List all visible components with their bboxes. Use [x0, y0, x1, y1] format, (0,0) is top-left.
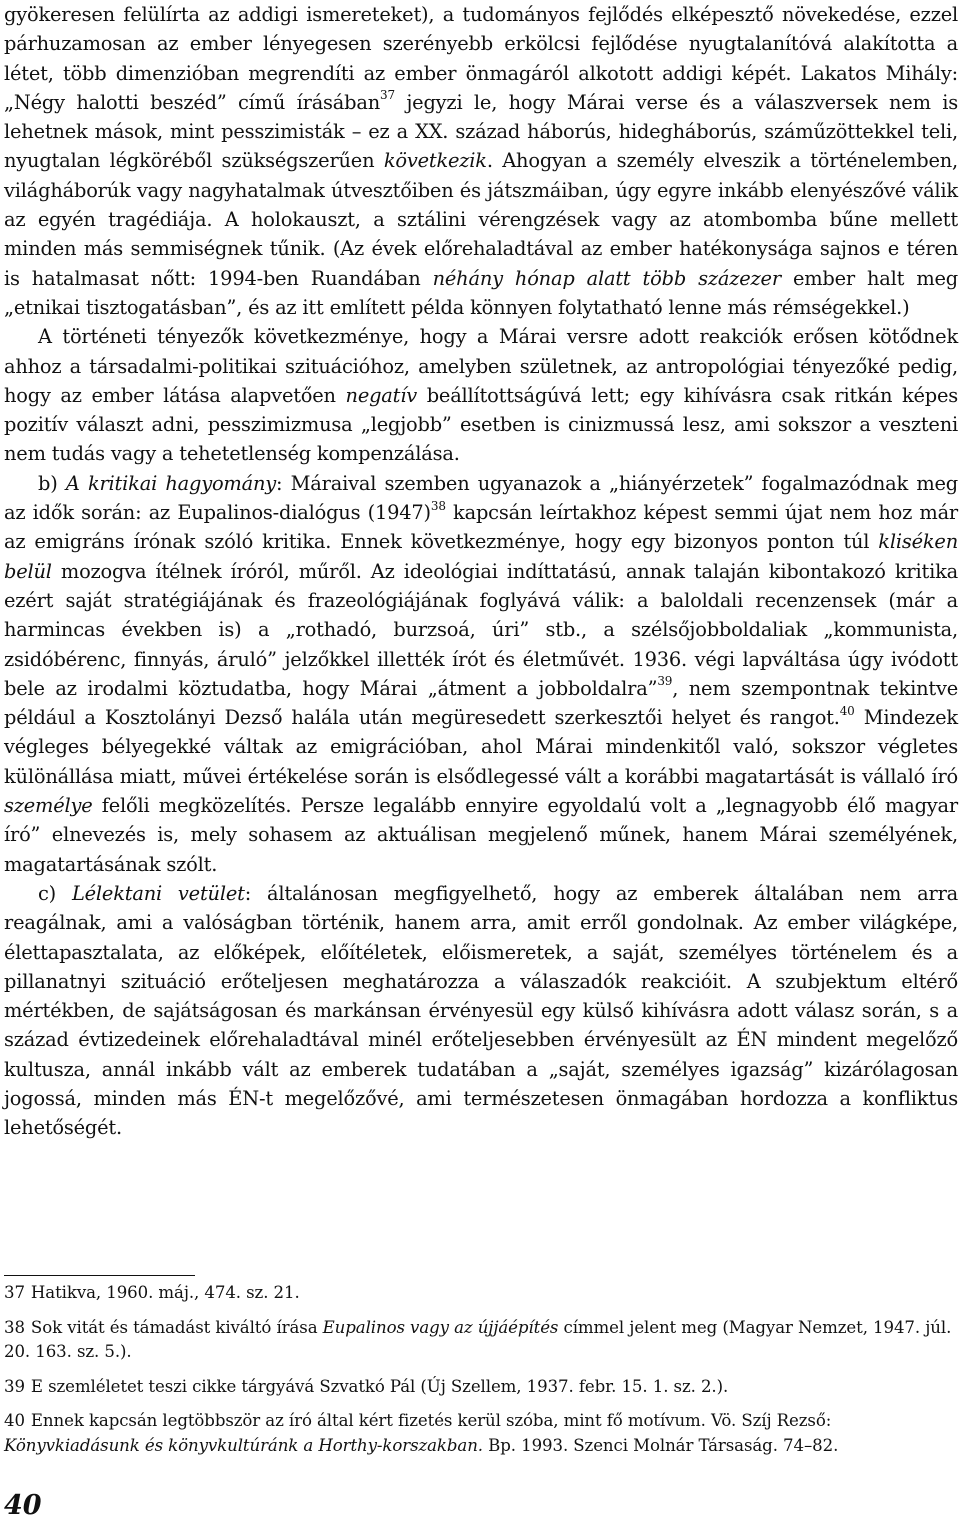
footnote-text: Ennek kapcsán legtöbbször az író által kért fizetés kerül szóba, mint fő motívum. Vö. Szíj Rezső:: [30, 1411, 832, 1430]
footnote-text: Sok vitát és támadást kiváltó írása: [30, 1317, 323, 1337]
text-run: kapcsán leírtakhoz képest semmi újat nem hoz már az emigráns írónak szóló kritika. Ennek következménye, hogy egy bizonyos ponton túl: [4, 501, 958, 554]
footnote-38: [4, 1316, 958, 1365]
footnote-ref-40[interactable]: 40: [839, 703, 855, 718]
text-run: . Ahogyan a személy elveszik a történelemben, világháborúk vagy nagyhatalmak útvesztőiben és játszmáiban, úgy egyre inkább elenyészővé válik az egyén tragédiája. A holokauszt, a sztálini vérengzések vagy az atombomba bűne mellett minden más semmiségnek tűnik. (Az évek előrehaladtával az ember hatékonysága sajnos e téren is hatalmasat nőtt: 1994-ben Ruandában: [4, 149, 958, 290]
text-run: Mindezek végleges bélyegekké váltak az emigrációban, ahol Márai mindenkitől való, sokszor végletes különállása miatt, művei értékelése során is elsődlegessé vált a korábbi magatartását is vállaló író: [4, 706, 958, 788]
footnote-text: Bp. 1993. Szenci Molnár Társaság. 74–82.: [482, 1435, 839, 1455]
section-heading-b: A kritikai hagyomány: [65, 471, 277, 495]
text-run: b): [38, 471, 66, 495]
paragraph-4: [4, 879, 958, 1143]
text-run: beállítottságúvá lett; egy kihívásra csak ritkán képes pozitív választ adni, pesszimizmusa „legjobb” esetben is cinizmussá lesz, ami sokszor a veszteni nem tudás vagy a tehetetlenség kompenzálása.: [4, 383, 959, 466]
footnote-number: 39: [4, 1376, 25, 1396]
text-run: mozogva ítélnek íróról, műről. Az ideológiai indíttatású, annak talaján kibontakozó kritika ezért saját stratégiájának és frazeológiájának foglyává válik: a baloldali recenzensek (már a harmincas években is) a „rothadó, burzsoá, úri” stb., a szélsőjobboldaliak „kommunista, zsidóbérenc, finnyás, áruló” jelzőkkel illették írót és életművét. 1936. végi lapváltása úgy ivódott bele az irodalmi köztudatba, hogy Márai „átment a jobboldalra”: [4, 559, 958, 700]
footnote-number: 38: [4, 1317, 25, 1337]
text-run: : Máraival szemben ugyanazok a „hiányérzetek” fogalmazódnak meg az idők során: az Eupalinos-dialógus (1947): [4, 471, 958, 525]
footnote-text: Hatikva, 1960. máj., 474. sz. 21.: [30, 1283, 300, 1302]
footnote-text: címmel jelent meg (Magyar Nemzet, 1947. júl. 20. 163. sz. 5.).: [4, 1317, 952, 1361]
emphasis: következik: [383, 149, 487, 173]
footnote-title: Eupalinos vagy az újjáépítés: [322, 1317, 559, 1337]
footnote-ref-39[interactable]: 39: [657, 674, 673, 689]
footnote-39: [4, 1375, 958, 1400]
main-text: [4, 0, 958, 1143]
emphasis: negatív: [345, 383, 418, 407]
footnote-number: 40: [4, 1411, 25, 1430]
text-run: A történeti tényezők következménye, hogy a Márai versre adott reakciók erősen kötődnek ahhoz a társadalmi-politikai szituációhoz, amelyben születnek, az antropológiai tényezőké pedig, hogy az ember látása alapvetően: [4, 325, 958, 407]
footnote-text: E szemléletet teszi cikke tárgyává Szvatkó Pál (Új Szellem, 1937. febr. 15. 1. sz. 2.).: [30, 1376, 729, 1396]
footnote-title: Könyvkiadásunk és könyvkultúránk a Horthy-korszakban.: [4, 1435, 483, 1455]
text-run: felőli megközelítés. Persze legalább ennyire egyoldalú volt a „legnagyobb élő magyar író” elnevezés is, mely sohasem az aktuálisan megjelenő műnek, hanem Márai személyének, magatartásának szólt.: [4, 794, 958, 876]
paragraph-3: [4, 469, 958, 879]
paragraph-1: [4, 0, 958, 322]
section-heading-c: Lélektani vetület: [71, 881, 245, 905]
footnote-number: 37: [4, 1283, 25, 1302]
emphasis: személye: [4, 794, 93, 818]
footnote-ref-38[interactable]: 38: [430, 498, 446, 513]
page-number: 40: [4, 1490, 42, 1521]
emphasis: kliséken belül: [4, 530, 958, 583]
emphasis: néhány hónap alatt több százezer: [432, 266, 781, 290]
footnotes: [4, 1281, 958, 1468]
paragraph-2: [4, 322, 958, 468]
text-run: jegyzi le, hogy Márai verse és a válaszversek nem is lehetnek mások, mint pesszimisták – ez a XX. század háborús, hidegháborús, száműzöttekkel teli, nyugtalan légköréből szükségszerűen: [4, 90, 958, 173]
footnote-37: [4, 1281, 958, 1306]
footnote-40: [4, 1409, 958, 1458]
text-run: , nem szempontnak tekintve például a Kosztolányi Dezső halála után megüresedett szerkesztői helyet és rangot.: [4, 676, 958, 730]
text-run: c): [38, 881, 72, 905]
text-run: ember halt meg „etnikai tisztogatásban”, és az itt említett példa könnyen folytatható lenne más rémségekkel.): [4, 266, 958, 319]
footnote-separator: [4, 1275, 195, 1276]
footnote-ref-37[interactable]: 37: [380, 88, 395, 103]
text-run: gyökeresen felülírta az addigi ismereteket), a tudományos fejlődés elképesztő növekedése, ezzel párhuzamosan az ember lényegesen szerényebb erkölcsi fejlődése nyugtalanítóvá alakította a létet, több dimenzióban megrendíti az ember önmagáról alkotott addigi képét. Lakatos Mihály: „Négy halotti beszéd” című írásában: [4, 3, 958, 114]
text-run: : általánosan megfigyelhető, hogy az emberek általában nem arra reagálnak, ami a valóságban történik, hanem arra, amit erről gondolnak. Az ember világképe, élettapasztalata, az előképek, előítéletek, előismeretek, a saját, személyes történelem és a pillanatnyi szituáció erőteljesen meghatározza a válaszadók reakcióit. A szubjektum eltérő mértékben, de sajátságosan és markánsan érvényesül egy külső kihívásra adott válasz során, s a század évtizedeinek előrehaladtával minél erőteljesebben érvényesült az ÉN mindent megelőző kultusza, annál inkább vált az emberek tudatában a „saját, személyes igazság” kizárólagosan jogossá, minden más ÉN-t megelőzővé, ami természetesen önmagában hordozza a konfliktus lehetőségét.: [4, 881, 958, 1140]
